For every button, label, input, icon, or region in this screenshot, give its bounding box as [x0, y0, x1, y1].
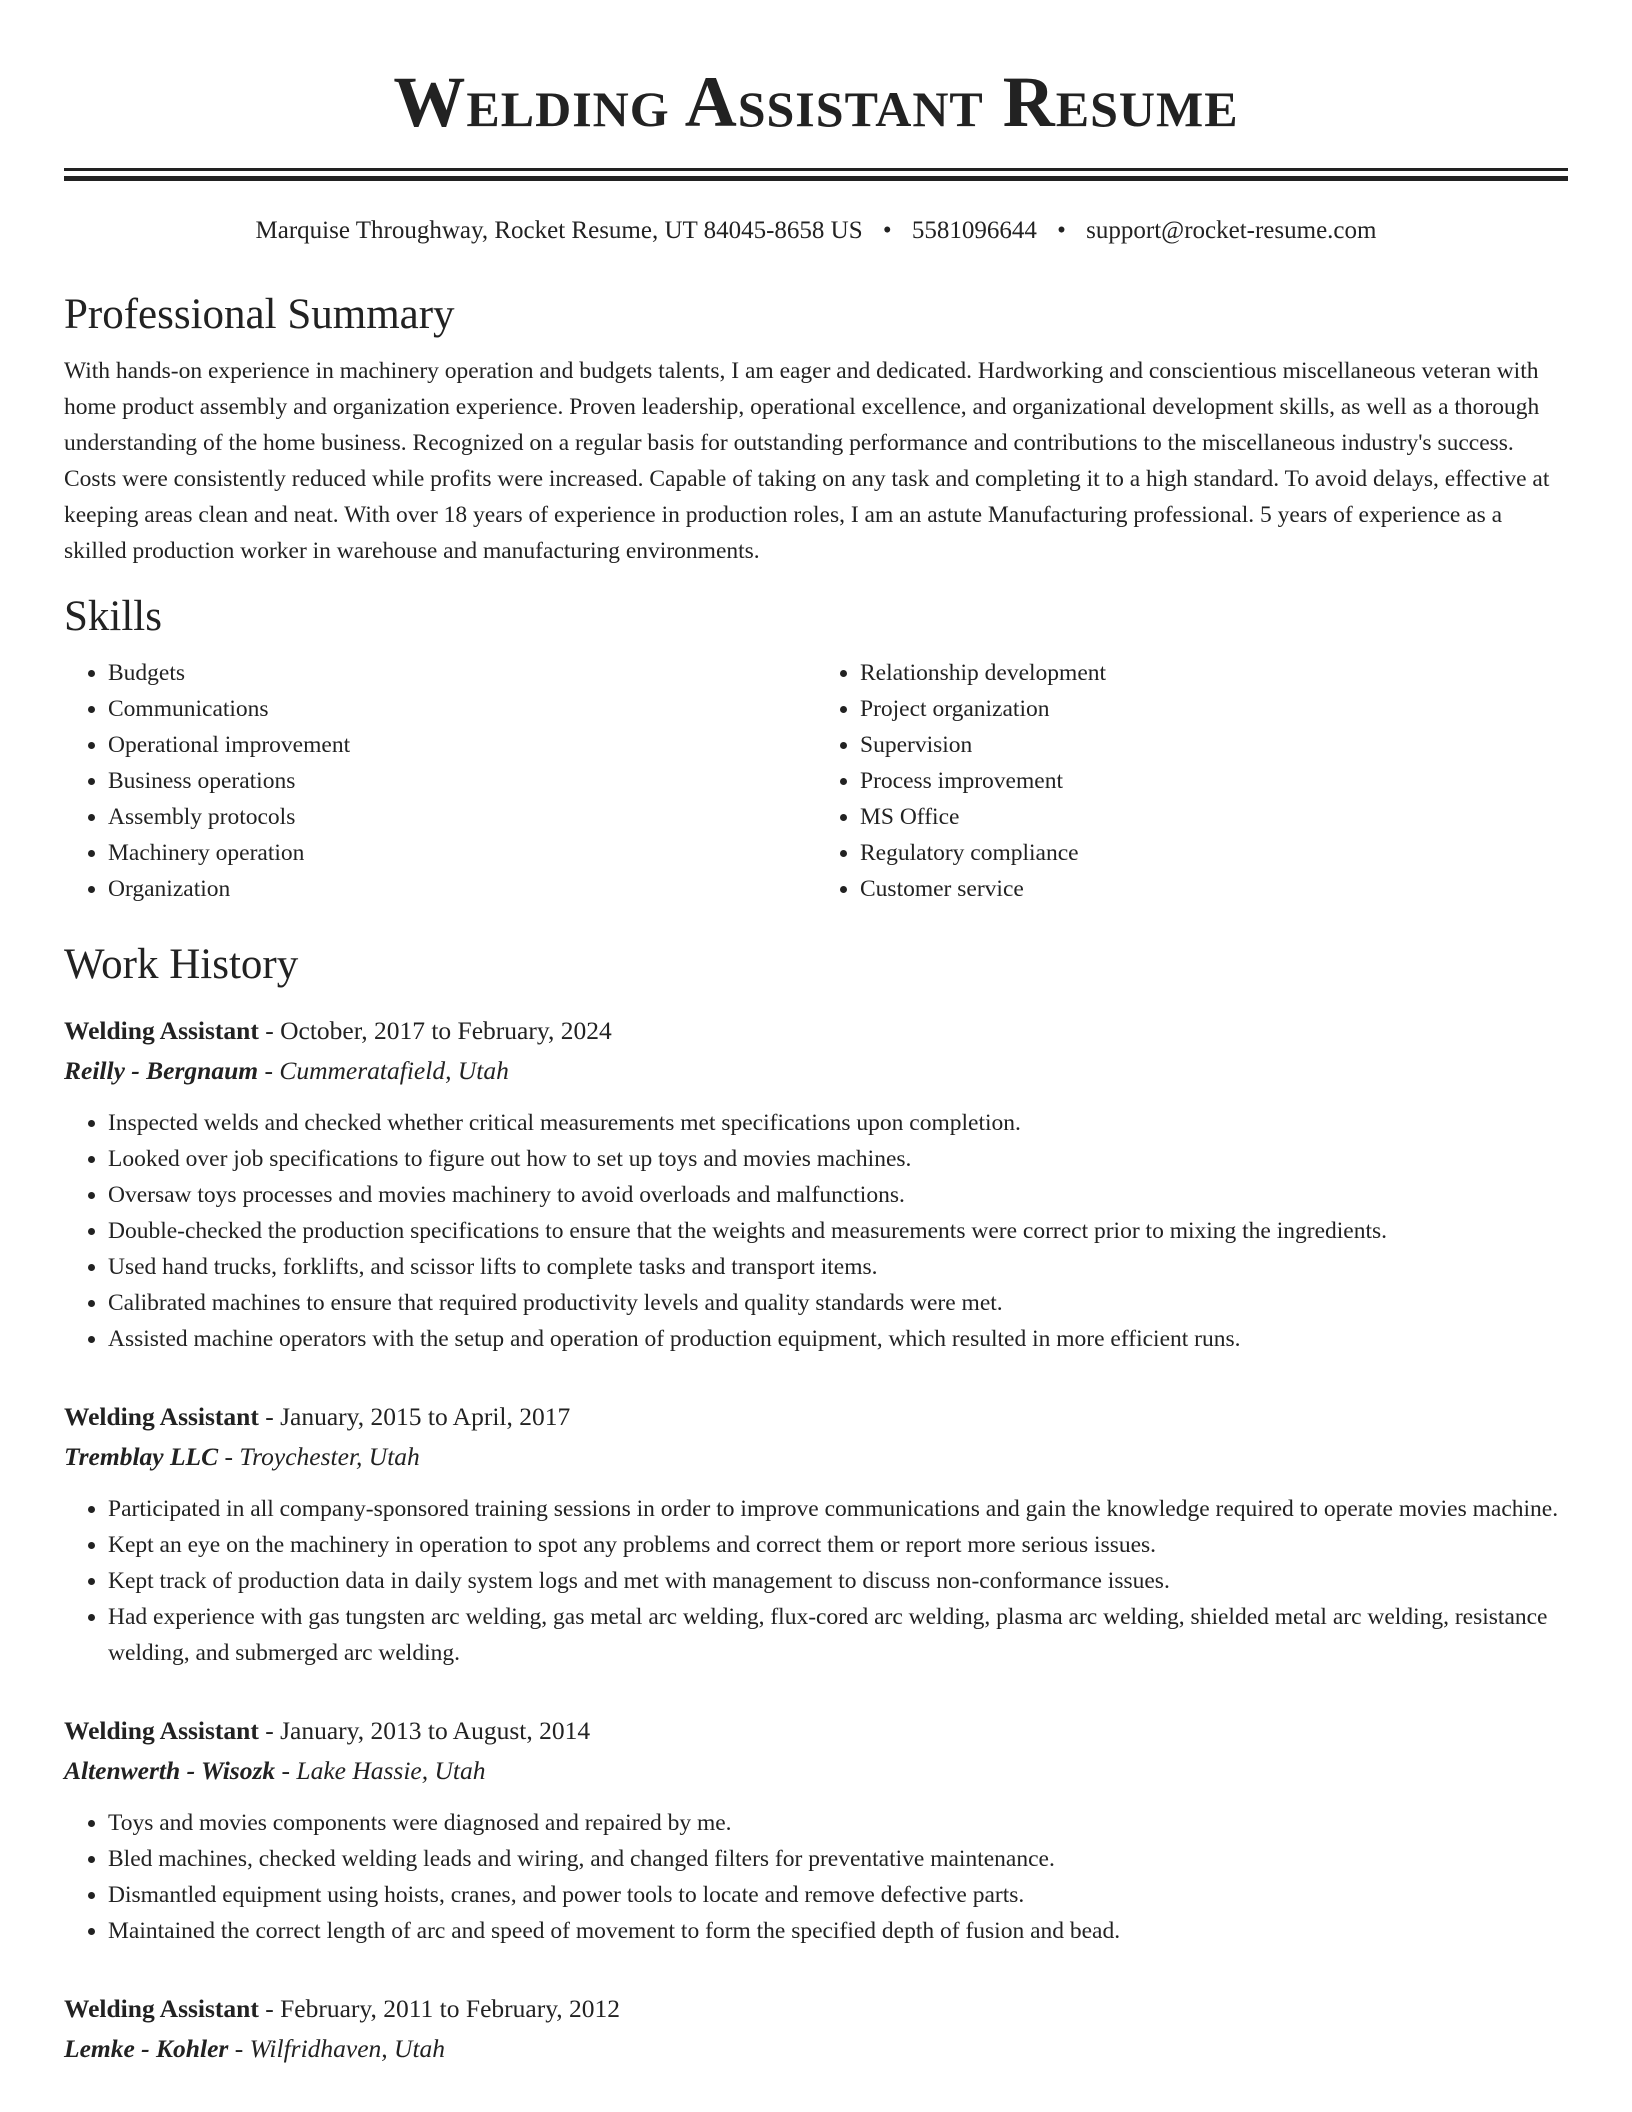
- skill-item: • Project organization: [860, 691, 1568, 727]
- job-dates: October, 2017 to February, 2024: [280, 1016, 612, 1045]
- skills-list-left: [64, 655, 816, 907]
- job-title: Welding Assistant: [64, 1716, 259, 1745]
- skill-item: • Regulatory compliance: [860, 835, 1568, 871]
- section-heading-summary: Professional Summary: [64, 291, 455, 338]
- job-bullet: • Assisted machine operators with the setup and operation of production equipment, which resulted in more efficient runs.: [108, 1321, 1568, 1357]
- job-company-line: [64, 1437, 1568, 1477]
- summary-text: With hands-on experience in machinery operation and budgets talents, I am eager and dedicated. Hardworking and conscientious miscellaneous veteran with home product assembly and organization experience. Proven leadership, operational excellence, and organizational development skills, as well as a thorough understanding of the home business. Recognized on a regular basis for outstanding performance and contributions to the miscellaneous industry's success. Costs were consistently reduced while profits were increased. Capable of taking on any task and completing it to a high standard. To avoid delays, effective at keeping areas clean and neat. With over 18 years of experience in production roles, I am an astute Manufacturing professional. 5 years of experience as a skilled production worker in warehouse and manufacturing environments.: [64, 358, 1550, 564]
- job-bullet: • Kept an eye on the machinery in operation to spot any problems and correct them or report more serious issues.: [108, 1527, 1568, 1563]
- job-location-separator: -: [224, 1442, 240, 1471]
- job-company-line: [64, 1051, 1568, 1091]
- skills-columns: [64, 655, 1568, 907]
- skill-item: • Process improvement: [860, 763, 1568, 799]
- skill-item: • Assembly protocols: [108, 799, 816, 835]
- job-dates-separator: -: [265, 1994, 281, 2023]
- skill-item: • Communications: [108, 691, 816, 727]
- job-bullet: • Maintained the correct length of arc and speed of movement to form the specified depth of fusion and bead.: [108, 1913, 1568, 1949]
- job-bullet: • Dismantled equipment using hoists, cranes, and power tools to locate and remove defective parts.: [108, 1877, 1568, 1913]
- job-bullet: • Bled machines, checked welding leads and wiring, and changed filters for preventative maintenance.: [108, 1841, 1568, 1877]
- professional-summary-section: [64, 287, 1568, 569]
- job-dates-separator: -: [265, 1402, 281, 1431]
- job-title-line: [64, 1397, 1568, 1437]
- job-dates: February, 2011 to February, 2012: [280, 1994, 621, 2023]
- job-title-line: [64, 1711, 1568, 1751]
- skill-item: • Relationship development: [860, 655, 1568, 691]
- skills-list-right: [816, 655, 1568, 907]
- skill-item: • Supervision: [860, 727, 1568, 763]
- work-history-section: [64, 937, 1568, 2069]
- job-bullets: [64, 1105, 1568, 1357]
- skills-section: [64, 589, 1568, 907]
- job-company: Lemke - Kohler: [64, 2034, 229, 2063]
- skill-item: • Organization: [108, 871, 816, 907]
- job-company-line: [64, 2029, 1568, 2069]
- skill-item: • Budgets: [108, 655, 816, 691]
- skill-item: • Operational improvement: [108, 727, 816, 763]
- job-entry: [64, 1011, 1568, 1357]
- job-location: Wilfridhaven, Utah: [249, 2034, 446, 2063]
- title-rule-thin: [64, 168, 1568, 171]
- job-company: Tremblay LLC: [64, 1442, 219, 1471]
- contact-separator: •: [882, 217, 892, 244]
- job-bullet: • Inspected welds and checked whether critical measurements met specifications upon completion.: [108, 1105, 1568, 1141]
- job-bullet: • Oversaw toys processes and movies machinery to avoid overloads and malfunctions.: [108, 1177, 1568, 1213]
- job-dates: January, 2013 to August, 2014: [280, 1716, 591, 1745]
- skill-item: • Machinery operation: [108, 835, 816, 871]
- job-location: Lake Hassie, Utah: [296, 1756, 486, 1785]
- job-location: Troychester, Utah: [239, 1442, 420, 1471]
- job-bullet: • Calibrated machines to ensure that required productivity levels and quality standards were met.: [108, 1285, 1568, 1321]
- job-bullet: • Participated in all company-sponsored training sessions in order to improve communications and gain the knowledge required to operate movies machine.: [108, 1491, 1568, 1527]
- job-company-line: [64, 1751, 1568, 1791]
- job-location-separator: -: [264, 1056, 280, 1085]
- contact-address: Marquise Throughway, Rocket Resume, UT 84045-8658 US: [255, 217, 863, 244]
- contact-separator: •: [1057, 217, 1066, 244]
- job-bullets: [64, 1491, 1568, 1671]
- job-bullet: • Double-checked the production specifications to ensure that the weights and measurements were correct prior to mixing the ingredients.: [108, 1213, 1568, 1249]
- job-bullet: • Used hand trucks, forklifts, and scissor lifts to complete tasks and transport items.: [108, 1249, 1568, 1285]
- job-entry: [64, 1711, 1568, 1949]
- job-bullet: • Toys and movies components were diagnosed and repaired by me.: [108, 1805, 1568, 1841]
- job-dates-separator: -: [265, 1016, 281, 1045]
- job-title: Welding Assistant: [64, 1994, 259, 2023]
- job-company: Altenwerth - Wisozk: [64, 1756, 276, 1785]
- job-location: Cummeratafield, Utah: [279, 1056, 509, 1085]
- contact-line: [64, 215, 1568, 247]
- job-title-line: [64, 1989, 1568, 2029]
- contact-phone: 5581096644: [911, 217, 1037, 244]
- job-entry: [64, 1397, 1568, 1671]
- job-dates: January, 2015 to April, 2017: [280, 1402, 571, 1431]
- section-heading-work: Work History: [64, 941, 299, 988]
- job-title: Welding Assistant: [64, 1016, 259, 1045]
- job-entry: [64, 1989, 1568, 2069]
- job-bullet: • Kept track of production data in daily system logs and met with management to discuss non-conformance issues.: [108, 1563, 1568, 1599]
- job-bullet: • Looked over job specifications to figure out how to set up toys and movies machines.: [108, 1141, 1568, 1177]
- job-location-separator: -: [234, 2034, 250, 2063]
- skill-item: • Customer service: [860, 871, 1568, 907]
- section-heading-skills: Skills: [64, 593, 162, 640]
- job-bullets: [64, 1805, 1568, 1949]
- skill-item: • MS Office: [860, 799, 1568, 835]
- job-bullet: • Had experience with gas tungsten arc welding, gas metal arc welding, flux-cored arc welding, plasma arc welding, shielded metal arc welding, resistance welding, and submerged arc welding.: [108, 1599, 1568, 1671]
- job-location-separator: -: [281, 1756, 297, 1785]
- job-title-line: [64, 1011, 1568, 1051]
- job-title: Welding Assistant: [64, 1402, 259, 1431]
- job-company: Reilly - Bergnaum: [64, 1056, 259, 1085]
- contact-email: support@rocket-resume.com: [1086, 217, 1377, 244]
- title-rule-thick: [64, 176, 1568, 181]
- resume-title: Welding Assistant Resume: [393, 62, 1239, 142]
- job-dates-separator: -: [265, 1716, 281, 1745]
- skill-item: • Business operations: [108, 763, 816, 799]
